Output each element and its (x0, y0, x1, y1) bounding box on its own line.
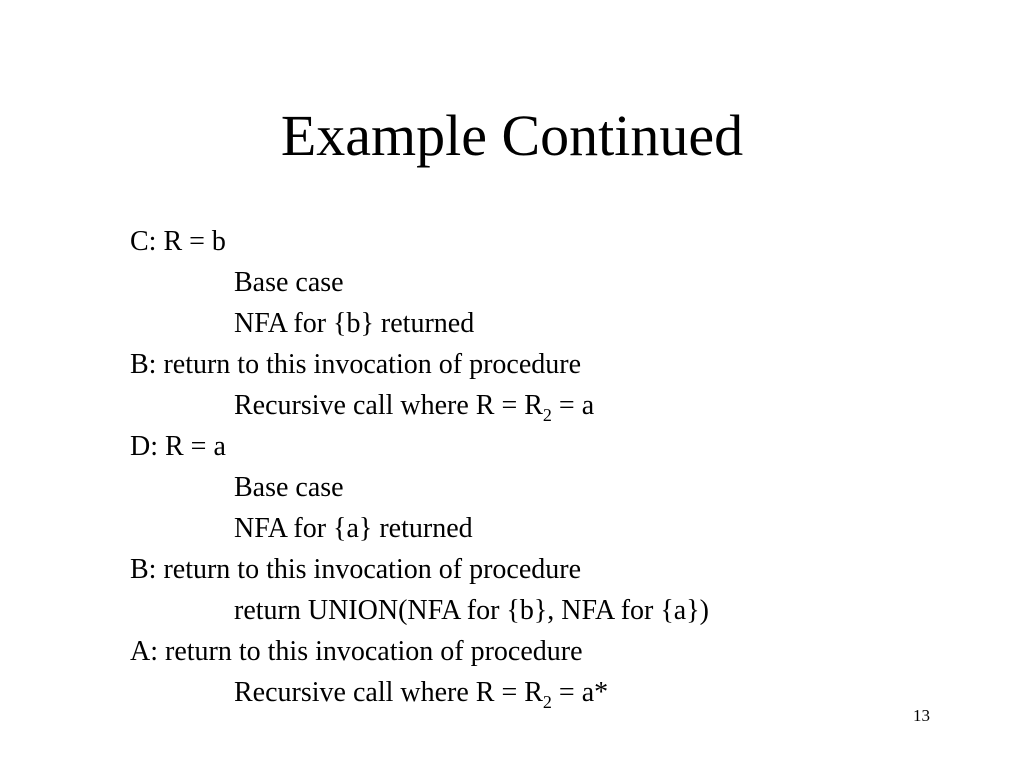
body-line-indented: NFA for {b} returned (234, 308, 475, 339)
body-line-indented: Base case (234, 472, 344, 503)
body-line: B: return to this invocation of procedure (130, 554, 581, 585)
page-number: 13 (913, 706, 930, 725)
body-line-indented: NFA for {a} returned (234, 513, 473, 544)
slide-title: Example Continued (280, 103, 744, 168)
subscript: 2 (542, 692, 552, 712)
body-line: D: R = a (130, 431, 226, 462)
body-line: C: R = b (130, 226, 226, 257)
body-line: B: return to this invocation of procedure (130, 349, 581, 380)
body-line-indented (130, 385, 990, 426)
body-line-indented (130, 672, 990, 713)
body-line-indented: Base case (234, 267, 344, 298)
slide-body (130, 221, 990, 713)
line-text: Recursive call where R = R (234, 390, 543, 421)
subscript: 2 (542, 405, 552, 425)
line-text: = a* (551, 677, 609, 708)
line-text: = a (551, 390, 595, 421)
body-line: A: return to this invocation of procedure (130, 636, 583, 667)
body-line-indented: return UNION(NFA for {b}, NFA for {a}) (234, 595, 709, 626)
line-text: Recursive call where R = R (234, 677, 543, 708)
